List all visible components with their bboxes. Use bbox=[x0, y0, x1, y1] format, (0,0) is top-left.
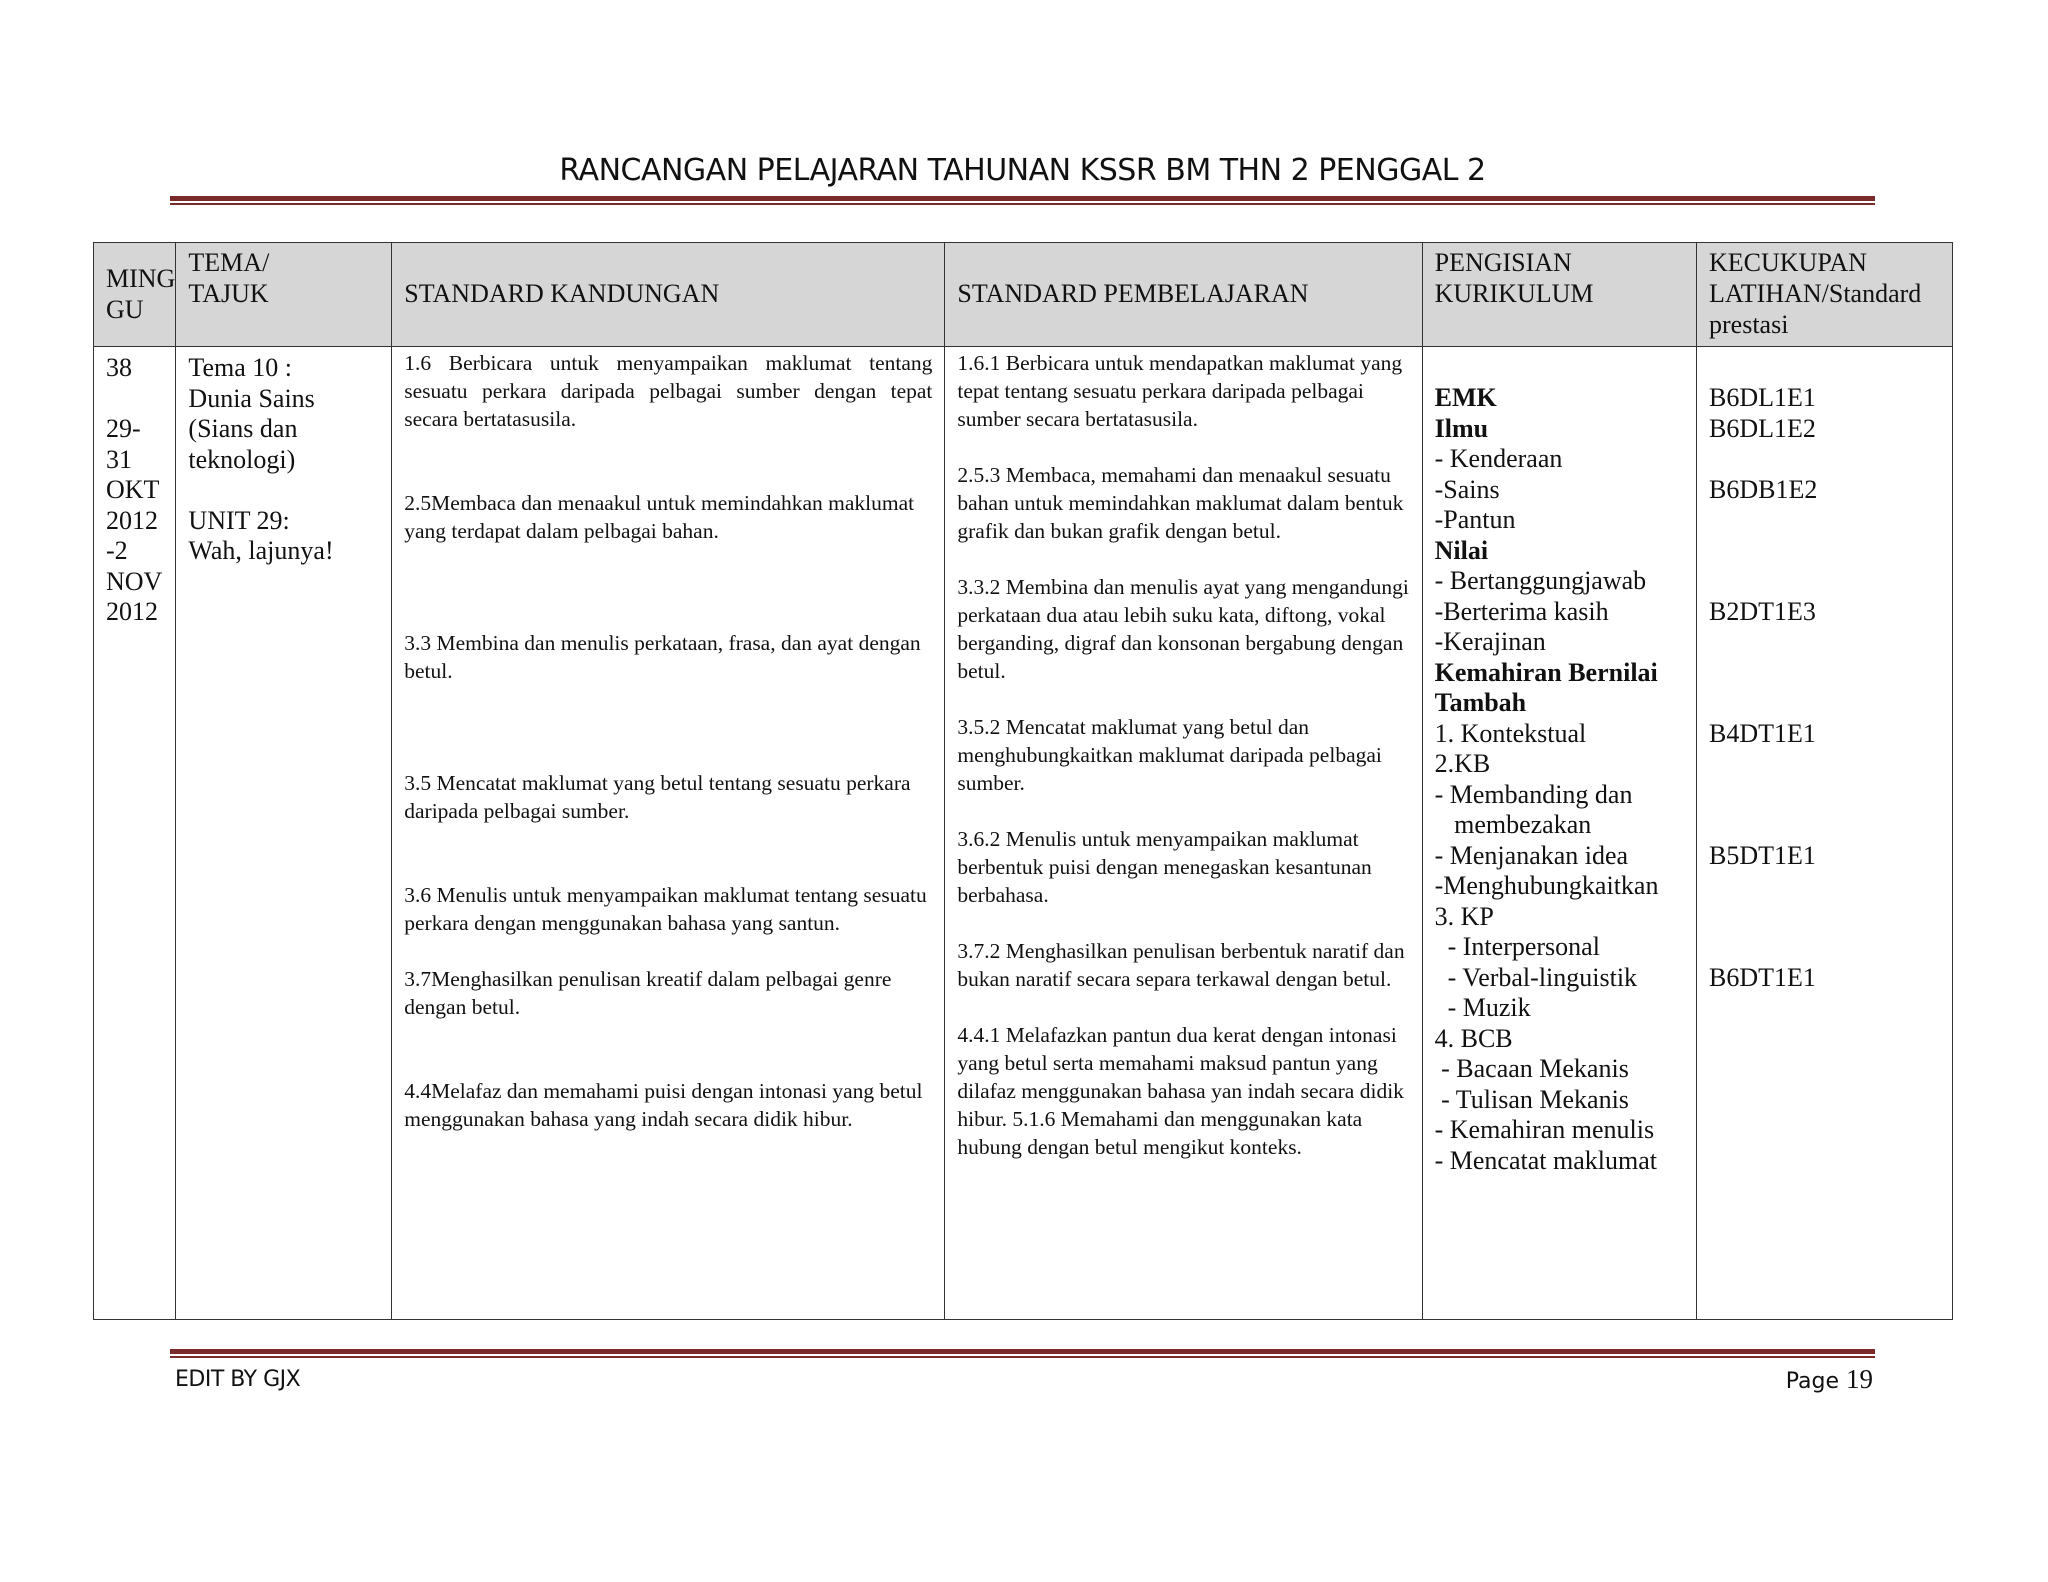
sk-item: 3.3 Membina dan menulis perkataan, frasa, dan ayat dengan betul. bbox=[404, 631, 921, 683]
sp-item: 2.5.3 Membaca, memahami dan menaakul sesuatu bahan untuk memindahkan maklumat dalam bentuk grafik dan bukan grafik dengan betul. bbox=[957, 463, 1404, 543]
pengisian-kurikulum-item: -Kerajinan bbox=[1434, 627, 1546, 656]
sk-item: 3.5 Mencatat maklumat yang betul tentang sesuatu perkara daripada pelbagai sumber. bbox=[404, 771, 911, 823]
pengisian-kurikulum-item: EMK bbox=[1434, 383, 1497, 412]
footer-credit: EDIT BY GJX bbox=[175, 1367, 301, 1392]
kecukupan-latihan-list bbox=[1709, 383, 1940, 993]
col-header-kecukupan-latihan: KECUKUPAN LATIHAN/Standard prestasi bbox=[1697, 243, 1953, 347]
pengisian-kurikulum-item: Nilai bbox=[1434, 535, 1489, 565]
kecukupan-latihan-item bbox=[1709, 658, 1940, 689]
pengisian-kurikulum-item: Tambah bbox=[1434, 688, 1527, 717]
pengisian-kurikulum-item: Kemahiran Bernilai bbox=[1434, 657, 1658, 687]
col-header-standard-pembelajaran: STANDARD PEMBELAJARAN bbox=[945, 243, 1422, 347]
pengisian-kurikulum-item: - Bertanggungjawab bbox=[1434, 566, 1647, 595]
kecukupan-latihan-item bbox=[1709, 749, 1940, 780]
kecukupan-latihan-item bbox=[1709, 810, 1940, 841]
kecukupan-latihan-item: B6DL1E1 bbox=[1709, 383, 1816, 412]
sk-item: 3.6 Menulis untuk menyampaikan maklumat tentang sesuatu perkara dengan menggunakan bahasa yang santun. bbox=[404, 883, 927, 935]
col-header-tema: TEMA/ TAJUK bbox=[176, 243, 392, 347]
pengisian-kurikulum-item: 4. BCB bbox=[1434, 1023, 1513, 1053]
pengisian-kurikulum-item: -Sains bbox=[1434, 474, 1500, 504]
kecukupan-latihan-item bbox=[1709, 627, 1940, 658]
sk-item: 2.5Membaca dan menaakul untuk memindahkan maklumat yang terdapat dalam pelbagai bahan. bbox=[404, 491, 915, 543]
cell-pengisian-kurikulum bbox=[1422, 347, 1696, 1320]
col-header-pengisian-kurikulum: PENGISIAN KURIKULUM bbox=[1422, 243, 1696, 347]
kecukupan-latihan-item: B4DT1E1 bbox=[1709, 718, 1816, 748]
cell-minggu: 38 29-31 OKT 2012 -2 NOV 2012 bbox=[94, 347, 176, 1320]
pengisian-kurikulum-item: - Mencatat maklumat bbox=[1434, 1145, 1657, 1175]
pengisian-kurikulum-item: - Membanding dan bbox=[1434, 779, 1633, 809]
sp-item: 3.6.2 Menulis untuk menyampaikan maklumat berbentuk puisi dengan menegaskan kesantunan berbahasa. bbox=[957, 827, 1372, 907]
cell-standard-pembelajaran bbox=[945, 347, 1422, 1320]
kecukupan-latihan-item bbox=[1709, 566, 1940, 597]
pengisian-kurikulum-list bbox=[1435, 383, 1684, 1176]
col-header-standard-kandungan: STANDARD KANDUNGAN bbox=[392, 243, 945, 347]
page-label: Page bbox=[1785, 1369, 1839, 1394]
pengisian-kurikulum-item: - Interpersonal bbox=[1434, 932, 1600, 961]
kecukupan-latihan-item bbox=[1709, 688, 1940, 719]
kecukupan-latihan-item: B6DB1E2 bbox=[1709, 474, 1818, 504]
kecukupan-latihan-item: B6DL1E2 bbox=[1709, 413, 1816, 443]
pengisian-kurikulum-item: - Muzik bbox=[1434, 993, 1531, 1022]
kecukupan-latihan-item bbox=[1709, 444, 1940, 475]
sp-item: 3.3.2 Membina dan menulis ayat yang mengandungi perkataan dua atau lebih suku kata, diftong, vokal berganding, digraf dan konsonan bergabung dengan betul. bbox=[957, 575, 1409, 683]
pengisian-kurikulum-item: -Berterima kasih bbox=[1434, 596, 1609, 626]
kecukupan-latihan-item bbox=[1709, 902, 1940, 933]
sk-item: 4.4Melafaz dan memahami puisi dengan intonasi yang betul menggunakan bahasa yang indah secara didik hibur. bbox=[404, 1079, 923, 1131]
pengisian-kurikulum-item: Ilmu bbox=[1434, 413, 1489, 443]
table-row bbox=[94, 347, 1953, 1320]
cell-standard-kandungan bbox=[392, 347, 945, 1320]
sk-item: 1.6 Berbicara untuk menyampaikan maklumat tentang sesuatu perkara daripada pelbagai sumber dengan tepat secara bertatasusila. bbox=[404, 351, 933, 431]
pengisian-kurikulum-item: - Bacaan Mekanis bbox=[1434, 1054, 1629, 1083]
kecukupan-latihan-item: B5DT1E1 bbox=[1709, 840, 1816, 870]
lesson-plan-table bbox=[93, 242, 1953, 1320]
table-header-row bbox=[94, 243, 1953, 347]
sp-item: 3.5.2 Mencatat maklumat yang betul dan menghubungkaitkan maklumat daripada pelbagai sumber. bbox=[957, 715, 1382, 795]
pengisian-kurikulum-item: - Tulisan Mekanis bbox=[1434, 1084, 1629, 1114]
pengisian-kurikulum-item: - Menjanakan idea bbox=[1434, 840, 1629, 870]
pengisian-kurikulum-item: 3. KP bbox=[1434, 901, 1494, 931]
pengisian-kurikulum-item: -Pantun bbox=[1434, 505, 1516, 534]
pengisian-kurikulum-item: -Menghubungkaitkan bbox=[1434, 871, 1659, 900]
pengisian-kurikulum-item: - Verbal-linguistik bbox=[1434, 962, 1638, 992]
page-number bbox=[1786, 1364, 1873, 1395]
kecukupan-latihan-item bbox=[1709, 505, 1940, 536]
sp-item: 4.4.1 Melafazkan pantun dua kerat dengan intonasi yang betul serta memahami maksud pantun yang dilafaz menggunakan bahasa yan indah secara didik hibur. 5.1.6 Memahami dan menggunakan kata hubung dengan betul mengikut konteks. bbox=[957, 1023, 1404, 1159]
kecukupan-latihan-item bbox=[1709, 932, 1940, 963]
footer-divider bbox=[170, 1349, 1875, 1358]
pengisian-kurikulum-item: 2.KB bbox=[1434, 749, 1491, 778]
pengisian-kurikulum-item: - Kemahiran menulis bbox=[1434, 1115, 1655, 1144]
kecukupan-latihan-item bbox=[1709, 536, 1940, 567]
cell-kecukupan-latihan bbox=[1697, 347, 1953, 1320]
pengisian-kurikulum-item: - Kenderaan bbox=[1434, 444, 1563, 473]
header-divider bbox=[170, 196, 1875, 205]
kecukupan-latihan-item bbox=[1709, 780, 1940, 811]
page-number-value: 19 bbox=[1846, 1364, 1873, 1394]
kecukupan-latihan-item: B6DT1E1 bbox=[1709, 962, 1816, 992]
sp-item: 3.7.2 Menghasilkan penulisan berbentuk naratif dan bukan naratif secara separa terkawal dengan betul. bbox=[957, 939, 1405, 991]
cell-tema: Tema 10 : Dunia Sains (Sians dan teknologi) UNIT 29: Wah, lajunya! bbox=[176, 347, 392, 1320]
kecukupan-latihan-item: B2DT1E3 bbox=[1709, 596, 1816, 626]
kecukupan-latihan-item bbox=[1709, 871, 1940, 902]
pengisian-kurikulum-item: 1. Kontekstual bbox=[1434, 718, 1587, 748]
col-header-minggu: MING GU bbox=[94, 243, 176, 347]
sp-item: 1.6.1 Berbicara untuk mendapatkan maklumat yang tepat tentang sesuatu perkara daripada pelbagai sumber secara bertatasusila. bbox=[957, 351, 1403, 431]
page-title: RANCANGAN PELAJARAN TAHUNAN KSSR BM THN 2 PENGGAL 2 bbox=[559, 153, 1486, 188]
pengisian-kurikulum-item: membezakan bbox=[1434, 810, 1592, 839]
sk-item: 3.7Menghasilkan penulisan kreatif dalam pelbagai genre dengan betul. bbox=[404, 967, 892, 1019]
